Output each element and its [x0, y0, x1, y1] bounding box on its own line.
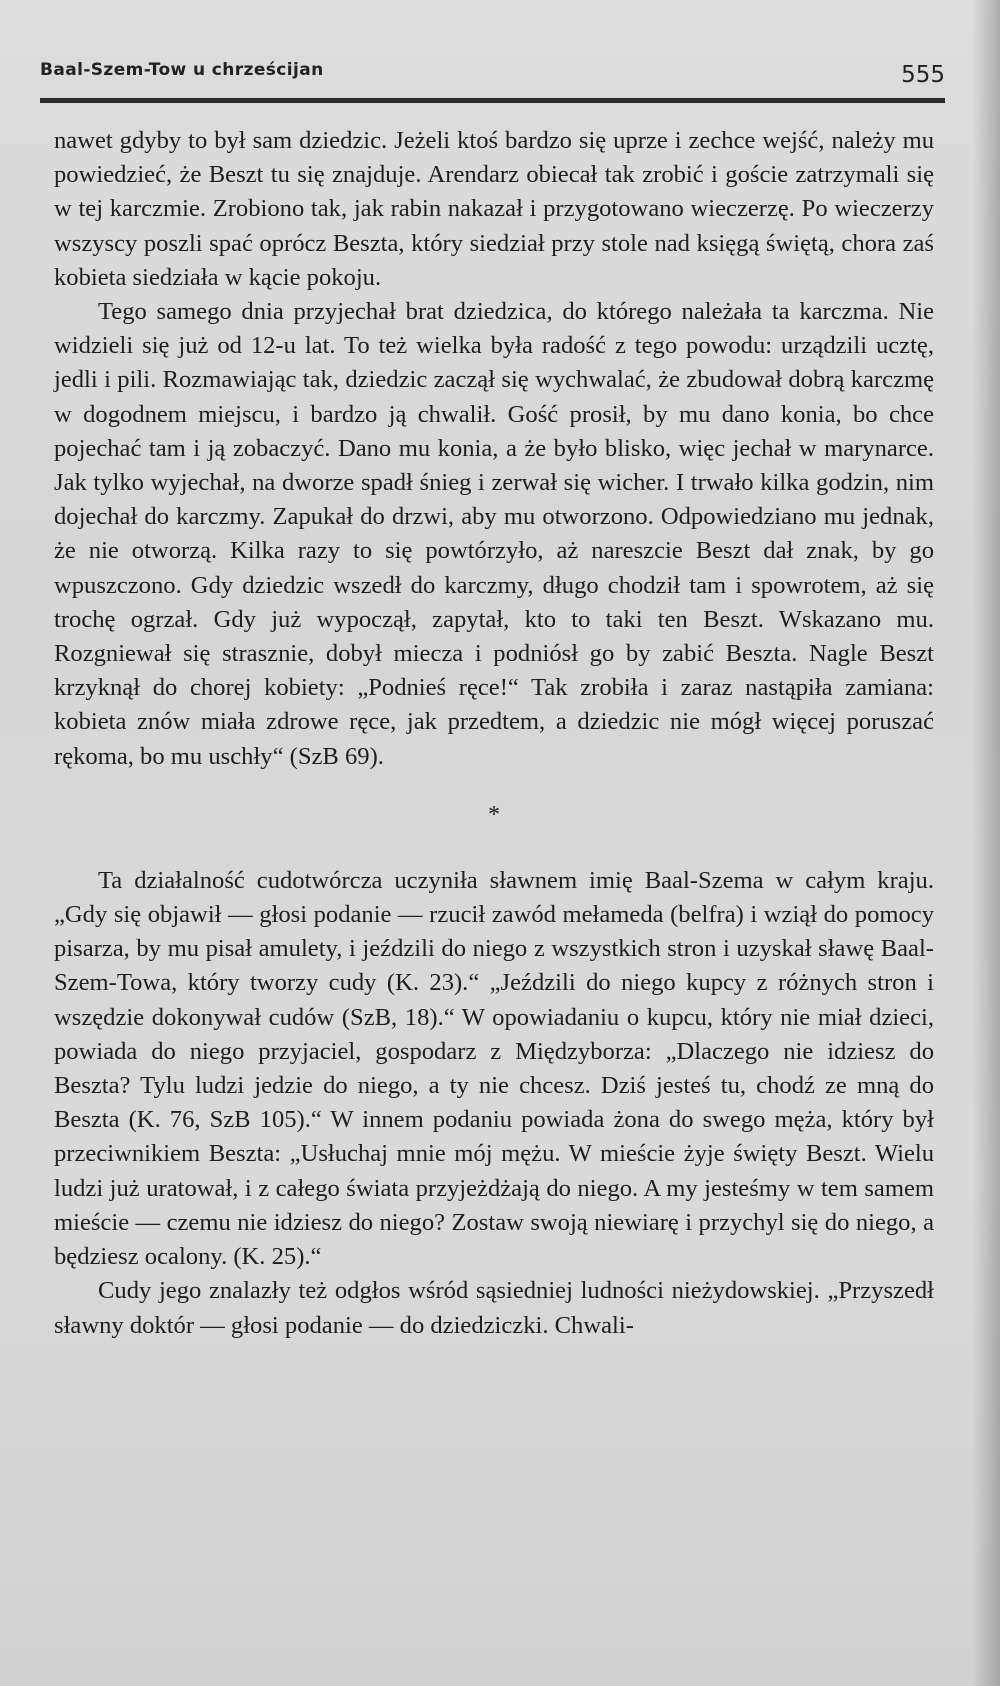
page-header — [40, 56, 945, 96]
page-number: 555 — [901, 62, 945, 88]
paragraph-4: Cudy jego znalazły też odgłos wśród sąsiedniej ludności nieżydowskiej. „Przyszedł sławny doktór — głosi podanie — do dziedziczki. Chwali- — [54, 1277, 934, 1339]
separator-gap — [54, 852, 934, 864]
page-edge-shadow — [972, 0, 1000, 1686]
page-body — [54, 124, 934, 1343]
paragraph-3: Ta działalność cudotwórcza uczyniła sławnem imię Baal-Szema w całym kraju. „Gdy się objawił — głosi podanie — rzucił zawód mełameda (belfra) i wziął do pomocy pisarza, by mu pisał amulety, i jeździli do niego z wszystkich stron i uzyskał sławę Baal-Szem-Towa, który tworzy cudy (K. 23).“ „Jeździli do niego kupcy z różnych stron i wszędzie dokonywał cudów (SzB, 18).“ W opowiadaniu o kupcu, który nie miał dzieci, powiada do niego przyjaciel, gospodarz z Międzyborza: „Dlaczego nie idziesz do Beszta? Tylu ludzi jedzie do niego, a ty nie chcesz. Dziś jesteś tu, chodź ze mną do Beszta (K. 76, SzB 105).“ W innem podaniu powiada żona do swego męża, który był przeciwnikiem Beszta: „Usłuchaj mnie mój mężu. W mieście żyje święty Beszt. Wielu ludzi już uratował, i z całego świata przyjeżdżają do niego. A my jesteśmy w tem samem mieście — czemu nie idziesz do niego? Zostaw swoją niewiarę i przychyl się do niego, a będziesz ocalony. (K. 25).“ — [54, 866, 934, 1271]
section-separator: * — [488, 801, 500, 828]
paragraph-1: nawet gdyby to był sam dziedzic. Jeżeli ktoś bardzo się uprze i zechce wejść, należy mu powiedzieć, że Beszt tu się znajduje. Arendarz obiecał tak zrobić i goście zatrzymali się w tej karczmie. Zrobiono tak, jak rabin nakazał i przygotowano wieczerzę. Po wieczerzy wszyscy poszli spać oprócz Beszta, który siedział przy stole nad księgą świętą, chora zaś kobieta siedziała w kącie pokoju. — [54, 127, 934, 291]
running-title: Baal-Szem-Tow u chrześcijan — [40, 60, 324, 80]
paragraph-2: Tego samego dnia przyjechał brat dziedzica, do którego należała ta karczma. Nie widzieli się już od 12-u lat. To też wielka była radość z tego powodu: urządzili ucztę, jedli i pili. Rozmawiając tak, dziedzic zaczął się wychwalać, że zbudował dobrą karczmę w dogodnem miejscu, i bardzo ją chwalił. Gość prosił, by mu dano konia, bo chce pojechać tam i ją zobaczyć. Dano mu konia, a że było blisko, więc jechał w marynarce. Jak tylko wyjechał, na dworze spadł śnieg i zerwał się wicher. I trwało kilka godzin, nim dojechał do karczmy. Zapukał do drzwi, aby mu otworzono. Odpowiedziano mu jednak, że nie otworzą. Kilka razy to się powtórzyło, aż nareszcie Beszt dał znak, by go wpuszczono. Gdy dziedzic wszedł do karczmy, długo chodził tam i spowrotem, aż się trochę ogrzał. Gdy już wypoczął, zapytał, kto to taki ten Beszt. Wskazano mu. Rozgniewał się strasznie, dobył miecza i podniósł go by zabić Beszta. Nagle Beszt krzyknął do chorej kobiety: „Podnieś ręce!“ Tak zrobiła i zaraz nastąpiła zamiana: kobieta znów miała zdrowe ręce, jak przedtem, a dziedzic nie mógł więcej poruszać rękoma, bo mu uschły“ (SzB 69). — [54, 298, 934, 770]
header-rule — [40, 98, 945, 103]
